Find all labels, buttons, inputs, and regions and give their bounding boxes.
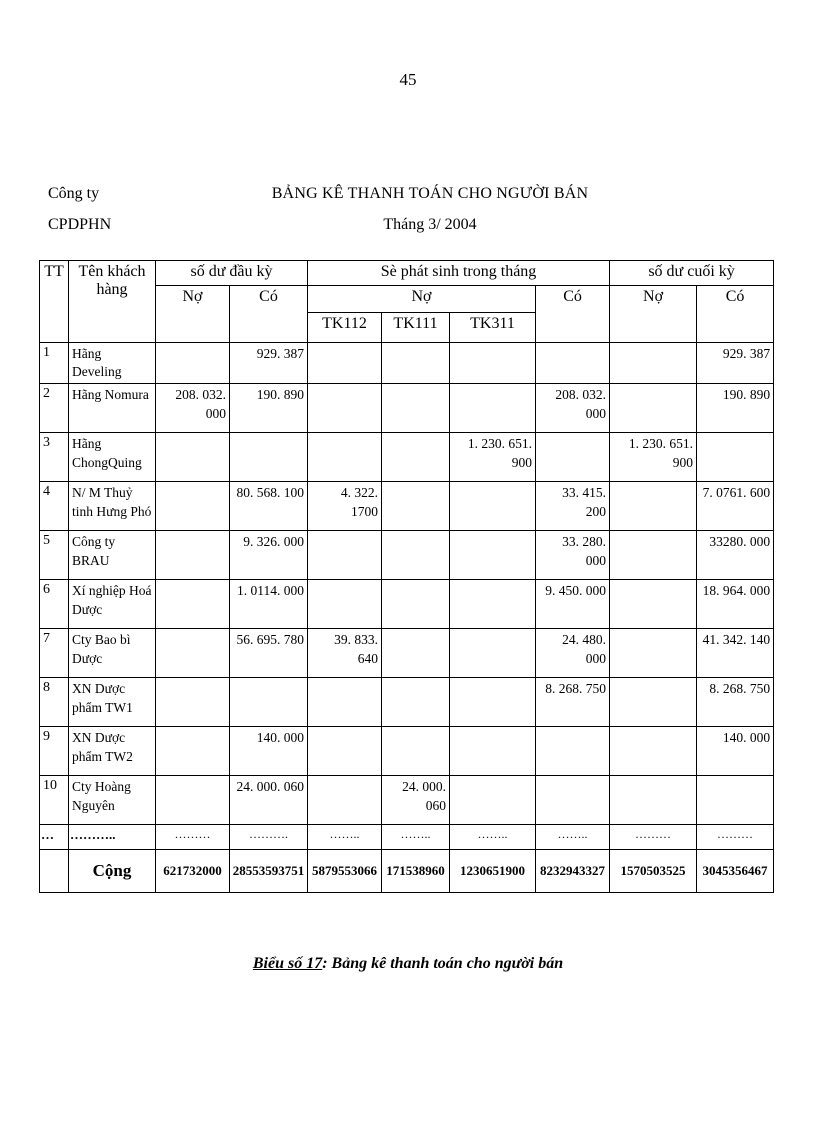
row-movement-credit bbox=[536, 776, 610, 825]
row-customer-name: Hãng Nomura bbox=[69, 384, 156, 433]
row-tk112 bbox=[308, 727, 382, 776]
row-customer-name: Cty Bao bì Dược bbox=[69, 629, 156, 678]
row-closing-credit: 41. 342. 140 bbox=[697, 629, 774, 678]
row-tk112 bbox=[308, 343, 382, 384]
row-tk112: 4. 322. 1700 bbox=[308, 482, 382, 531]
row-tk311 bbox=[450, 678, 536, 727]
row-tk311 bbox=[450, 629, 536, 678]
row-tk111 bbox=[382, 727, 450, 776]
row-movement-credit: 8. 268. 750 bbox=[536, 678, 610, 727]
row-tk112 bbox=[308, 678, 382, 727]
row-closing-debit bbox=[610, 531, 697, 580]
row-movement-credit: 33. 280. 000 bbox=[536, 531, 610, 580]
table-row bbox=[40, 580, 774, 629]
row-opening-credit: 56. 695. 780 bbox=[230, 629, 308, 678]
row-tk112 bbox=[308, 433, 382, 482]
table-row bbox=[40, 343, 774, 384]
total-tk111: 171538960 bbox=[382, 850, 450, 893]
total-closing-credit: 3045356467 bbox=[697, 850, 774, 893]
page-number: 45 bbox=[399, 70, 417, 89]
row-opening-debit bbox=[156, 727, 230, 776]
figure-caption bbox=[0, 955, 816, 973]
row-closing-credit: 929. 387 bbox=[697, 343, 774, 384]
caption-text: : Bảng kê thanh toán cho người bán bbox=[322, 955, 564, 972]
row-tk111 bbox=[382, 580, 450, 629]
row-tk111 bbox=[382, 482, 450, 531]
row-opening-debit bbox=[156, 678, 230, 727]
header-row-1 bbox=[40, 261, 774, 286]
row-closing-credit: 33280. 000 bbox=[697, 531, 774, 580]
row-tk311 bbox=[450, 384, 536, 433]
row-tk311 bbox=[450, 482, 536, 531]
row-opening-debit bbox=[156, 629, 230, 678]
row-tt: 8 bbox=[40, 678, 69, 727]
table-row bbox=[40, 531, 774, 580]
row-closing-credit bbox=[697, 776, 774, 825]
row-opening-credit bbox=[230, 433, 308, 482]
row-closing-debit bbox=[610, 629, 697, 678]
row-closing-debit bbox=[610, 776, 697, 825]
row-opening-debit bbox=[156, 531, 230, 580]
ellipsis-cell: …….. bbox=[308, 825, 382, 850]
row-customer-name: Xí nghiệp Hoá Dược bbox=[69, 580, 156, 629]
table-row bbox=[40, 433, 774, 482]
company-name-line1: Công ty bbox=[48, 185, 100, 202]
table-row bbox=[40, 678, 774, 727]
row-tk111 bbox=[382, 384, 450, 433]
row-opening-credit bbox=[230, 678, 308, 727]
header-tk111: TK111 bbox=[382, 313, 450, 343]
row-closing-debit bbox=[610, 727, 697, 776]
header-movement-debit: Nợ bbox=[308, 286, 536, 313]
row-closing-credit bbox=[697, 433, 774, 482]
row-opening-debit bbox=[156, 580, 230, 629]
row-movement-credit bbox=[536, 343, 610, 384]
row-movement-credit: 208. 032. 000 bbox=[536, 384, 610, 433]
row-customer-name: Cty Hoàng Nguyên bbox=[69, 776, 156, 825]
header-closing-debit: Nợ bbox=[610, 286, 697, 343]
row-closing-credit: 140. 000 bbox=[697, 727, 774, 776]
row-tk311 bbox=[450, 727, 536, 776]
table-row bbox=[40, 727, 774, 776]
row-tt: 1 bbox=[40, 343, 69, 384]
row-customer-name: Công ty BRAU bbox=[69, 531, 156, 580]
header-customer-name: Tên khách hàng bbox=[69, 261, 156, 343]
row-tk311: 1. 230. 651. 900 bbox=[450, 433, 536, 482]
header-opening-balance: số dư đầu kỳ bbox=[156, 261, 308, 286]
row-opening-credit: 80. 568. 100 bbox=[230, 482, 308, 531]
ellipsis-cell: …….. bbox=[450, 825, 536, 850]
row-tk112 bbox=[308, 384, 382, 433]
payment-ledger-table bbox=[39, 260, 774, 893]
ellipsis-name: ……….. bbox=[69, 825, 156, 850]
document-title: BẢNG KÊ THANH TOÁN CHO NGƯỜI BÁN bbox=[271, 185, 589, 202]
row-tt: 5 bbox=[40, 531, 69, 580]
ellipsis-cell: ……… bbox=[610, 825, 697, 850]
row-closing-credit: 7. 0761. 600 bbox=[697, 482, 774, 531]
total-row bbox=[40, 850, 774, 893]
row-tk112 bbox=[308, 531, 382, 580]
row-opening-credit: 190. 890 bbox=[230, 384, 308, 433]
row-closing-debit bbox=[610, 384, 697, 433]
row-closing-credit: 190. 890 bbox=[697, 384, 774, 433]
company-name-line2: CPDPHN bbox=[48, 216, 112, 233]
row-tt: 10 bbox=[40, 776, 69, 825]
row-opening-credit: 140. 000 bbox=[230, 727, 308, 776]
row-tk111 bbox=[382, 433, 450, 482]
row-tk111 bbox=[382, 678, 450, 727]
row-closing-debit bbox=[610, 580, 697, 629]
header-movement-credit: Có bbox=[536, 286, 610, 343]
ellipsis-row bbox=[40, 825, 774, 850]
row-opening-credit: 1. 0114. 000 bbox=[230, 580, 308, 629]
row-tk111 bbox=[382, 531, 450, 580]
total-tk311: 1230651900 bbox=[450, 850, 536, 893]
row-opening-credit: 24. 000. 060 bbox=[230, 776, 308, 825]
table-row bbox=[40, 776, 774, 825]
ellipsis-cell: …….. bbox=[382, 825, 450, 850]
header-closing-credit: Có bbox=[697, 286, 774, 343]
header-movement: Sè phát sinh trong tháng bbox=[308, 261, 610, 286]
table-row bbox=[40, 384, 774, 433]
total-closing-debit: 1570503525 bbox=[610, 850, 697, 893]
row-tk311 bbox=[450, 531, 536, 580]
header-tk112: TK112 bbox=[308, 313, 382, 343]
row-tk311 bbox=[450, 776, 536, 825]
row-tk111 bbox=[382, 629, 450, 678]
total-opening-debit: 621732000 bbox=[156, 850, 230, 893]
header-tt: TT bbox=[40, 261, 69, 343]
header-opening-debit: Nợ bbox=[156, 286, 230, 343]
header-opening-credit: Có bbox=[230, 286, 308, 343]
row-tt: 7 bbox=[40, 629, 69, 678]
row-movement-credit: 24. 480. 000 bbox=[536, 629, 610, 678]
row-opening-debit bbox=[156, 482, 230, 531]
row-tt: 9 bbox=[40, 727, 69, 776]
ellipsis-cell: ……… bbox=[697, 825, 774, 850]
row-closing-debit bbox=[610, 343, 697, 384]
row-tk311 bbox=[450, 343, 536, 384]
row-opening-debit: 208. 032. 000 bbox=[156, 384, 230, 433]
row-closing-debit bbox=[610, 482, 697, 531]
row-tk311 bbox=[450, 580, 536, 629]
header-tk311: TK311 bbox=[450, 313, 536, 343]
row-tk111: 24. 000. 060 bbox=[382, 776, 450, 825]
row-tk112 bbox=[308, 776, 382, 825]
total-opening-credit: 28553593751 bbox=[230, 850, 308, 893]
row-customer-name: N/ M Thuỷ tinh Hưng Phó bbox=[69, 482, 156, 531]
table-row bbox=[40, 482, 774, 531]
row-movement-credit: 33. 415. 200 bbox=[536, 482, 610, 531]
row-opening-credit: 929. 387 bbox=[230, 343, 308, 384]
row-opening-credit: 9. 326. 000 bbox=[230, 531, 308, 580]
document-subtitle: Tháng 3/ 2004 bbox=[383, 216, 477, 233]
row-movement-credit: 9. 450. 000 bbox=[536, 580, 610, 629]
ellipsis-cell: …….. bbox=[536, 825, 610, 850]
row-customer-name: Hãng ChongQuing bbox=[69, 433, 156, 482]
header-closing-balance: số dư cuối kỳ bbox=[610, 261, 774, 286]
row-tk112: 39. 833. 640 bbox=[308, 629, 382, 678]
row-opening-debit bbox=[156, 343, 230, 384]
total-tk112: 5879553066 bbox=[308, 850, 382, 893]
row-tt: 4 bbox=[40, 482, 69, 531]
ellipsis-cell: ……… bbox=[156, 825, 230, 850]
row-closing-debit: 1. 230. 651. 900 bbox=[610, 433, 697, 482]
row-customer-name: XN Dược phẩm TW2 bbox=[69, 727, 156, 776]
row-tt: 6 bbox=[40, 580, 69, 629]
ellipsis-cell: ………. bbox=[230, 825, 308, 850]
total-movement-credit: 8232943327 bbox=[536, 850, 610, 893]
row-closing-credit: 18. 964. 000 bbox=[697, 580, 774, 629]
caption-reference: Biểu số 17 bbox=[252, 955, 323, 972]
row-movement-credit bbox=[536, 727, 610, 776]
table-row bbox=[40, 629, 774, 678]
row-tt: 3 bbox=[40, 433, 69, 482]
row-tt: 2 bbox=[40, 384, 69, 433]
row-opening-debit bbox=[156, 433, 230, 482]
total-tt-empty bbox=[40, 850, 69, 893]
row-closing-credit: 8. 268. 750 bbox=[697, 678, 774, 727]
row-customer-name: Hãng Develing bbox=[69, 343, 156, 384]
ellipsis-tt: … bbox=[40, 825, 69, 850]
row-closing-debit bbox=[610, 678, 697, 727]
total-label: Cộng bbox=[69, 850, 156, 893]
row-opening-debit bbox=[156, 776, 230, 825]
row-customer-name: XN Dược phẩm TW1 bbox=[69, 678, 156, 727]
row-tk112 bbox=[308, 580, 382, 629]
row-tk111 bbox=[382, 343, 450, 384]
row-movement-credit bbox=[536, 433, 610, 482]
